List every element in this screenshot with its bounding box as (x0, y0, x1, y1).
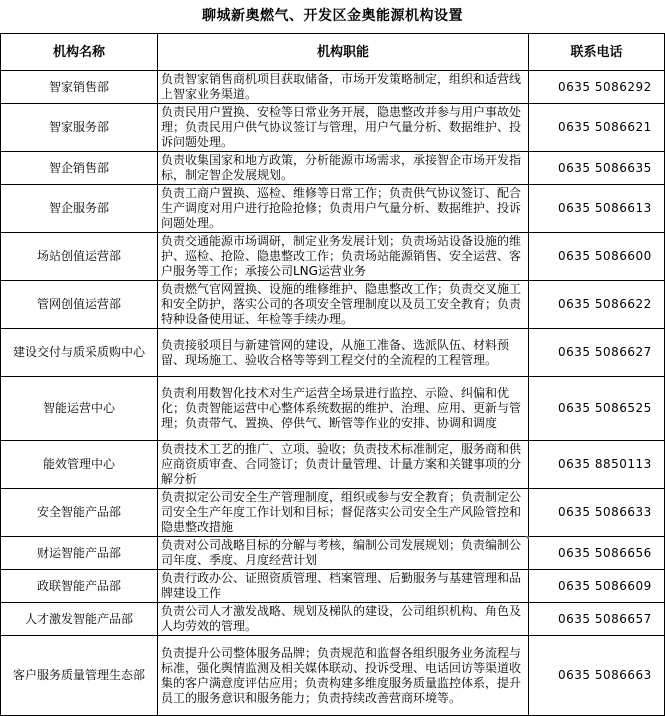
cell-phone[interactable]: 0635 5086657 (529, 603, 665, 636)
table-row (1, 185, 665, 233)
cell-phone[interactable]: 0635 5086656 (529, 537, 665, 570)
cell-phone[interactable]: 0635 5086622 (529, 281, 665, 329)
cell-phone[interactable]: 0635 5086635 (529, 152, 665, 185)
cell-phone[interactable]: 0635 5086627 (529, 329, 665, 377)
cell-name[interactable]: 管网创值运营部 (1, 281, 158, 329)
cell-duty[interactable]: 负责接驳项目与新建管网的建设，从施工准备、选派队伍、材料预留、现场施工、验收合格等等到工程交付的全流程的工程管理。 (158, 329, 529, 377)
cell-duty[interactable]: 负责拟定公司安全生产管理制度，组织或参与安全教育；负责制定公司安全生产年度工作计划和目标；督促落实公司安全生产风险管控和隐患整改措施 (158, 489, 529, 537)
table-row (1, 570, 665, 603)
table-row (1, 489, 665, 537)
cell-duty[interactable]: 负责提升公司整体服务品牌；负责规范和监督各组织服务业务流程与标准，强化舆情监测及相关媒体联动、投诉受理、电话回访等渠道收集的客户满意度评估应用；负责构建多维度服务质量监控体系，提升员工的服务意识和服务能力；负责持续改善营商环境等。 (158, 636, 529, 716)
cell-comment-marker (525, 536, 529, 540)
cell-duty[interactable]: 负责利用数智化技术对生产运营全场景进行监控、示险、纠偏和优化；负责智能运营中心整体系统数据的维护、治理、应用、更新与管理；负责带气、置换、停供气、断管等作业的安排、协调和调度 (158, 377, 529, 441)
org-table (0, 33, 665, 716)
cell-name[interactable]: 能效管理中心 (1, 441, 158, 489)
table-row (1, 281, 665, 329)
cell-duty[interactable]: 负责收集国家和地方政策，分析能源市场需求，承接智企市场开发指标，制定智企发展规划。 (158, 152, 529, 185)
cell-duty[interactable]: 负责技术工艺的推广、立项、验收；负责技术标准制定，服务商和供应商资质审查、合同签订；负责计量管理、计量方案和关键事项的分解分析 (158, 441, 529, 489)
cell-phone[interactable]: 0635 5086621 (529, 104, 665, 152)
cell-duty[interactable]: 负责行政办公、证照资质管理、档案管理、后勤服务与基建管理和品牌建设工作 (158, 570, 529, 603)
cell-phone[interactable]: 0635 8850113 (529, 441, 665, 489)
cell-name[interactable]: 智家销售部 (1, 71, 158, 104)
cell-duty[interactable]: 负责公司人才激发战略、规划及梯队的建设，公司组织机构、角色及人均劳效的管理。 (158, 603, 529, 636)
cell-duty[interactable]: 负责民用户置换、安检等日常业务开展，隐患整改并参与用户事故处理；负责民用户供气协议签订与管理，用户气量分析、数据维护、投诉问题处理。 (158, 104, 529, 152)
cell-name[interactable]: 智企服务部 (1, 185, 158, 233)
cell-name[interactable]: 财运智能产品部 (1, 537, 158, 570)
table-row (1, 104, 665, 152)
cell-name[interactable]: 人才激发智能产品部 (1, 603, 158, 636)
header-phone: 联系电话 (529, 34, 665, 71)
cell-duty[interactable]: 负责燃气官网置换、设施的维修维护、隐患整改工作；负责交叉施工和安全防护，落实公司的各项安全管理制度以及员工安全教育；负责特种设备使用证、年检等手续办理。 (158, 281, 529, 329)
table-row (1, 377, 665, 441)
cell-phone[interactable]: 0635 5086613 (529, 185, 665, 233)
cell-phone[interactable]: 0635 5086663 (529, 636, 665, 716)
cell-phone[interactable]: 0635 5086609 (529, 570, 665, 603)
cell-phone[interactable]: 0635 5086292 (529, 71, 665, 104)
cell-name[interactable]: 安全智能产品部 (1, 489, 158, 537)
cell-duty[interactable]: 负责工商户置换、巡检、维修等日常工作；负责供气协议签订、配合生产调度对用户进行抢险抢修；负责用户气量分析、数据维护、投诉问题处理。 (158, 185, 529, 233)
table-row (1, 233, 665, 281)
table-row (1, 152, 665, 185)
cell-name[interactable]: 场站创值运营部 (1, 233, 158, 281)
table-row (1, 603, 665, 636)
cell-name[interactable]: 政联智能产品部 (1, 570, 158, 603)
table-row (1, 537, 665, 570)
header-duty: 机构职能 (158, 34, 529, 71)
cell-name[interactable]: 智企销售部 (1, 152, 158, 185)
cell-phone[interactable]: 0635 5086600 (529, 233, 665, 281)
sheet-title: 聊城新奥燃气、开发区金奥能源机构设置 (202, 8, 463, 24)
header-row (1, 34, 665, 71)
table-row (1, 71, 665, 104)
cell-name[interactable]: 客户服务质量管理生态部 (1, 636, 158, 716)
cell-phone[interactable]: 0635 5086525 (529, 377, 665, 441)
header-name: 机构名称 (1, 34, 158, 71)
table-row (1, 441, 665, 489)
cell-name[interactable]: 智家服务部 (1, 104, 158, 152)
cell-duty[interactable]: 负责智家销售商机项目获取储备，市场开发策略制定，组织和适营线上智家业务渠道。 (158, 71, 529, 104)
cell-name[interactable]: 智能运营中心 (1, 377, 158, 441)
cell-phone[interactable]: 0635 5086633 (529, 489, 665, 537)
cell-duty[interactable]: 负责交通能源市场调研，制定业务发展计划；负责场站设备设施的维护、巡检、抢险、隐患整改工作；负责场站能源销售、安全运营、客户服务等工作；承接公司LNG运营业务 (158, 233, 529, 281)
cell-duty[interactable]: 负责对公司战略目标的分解与考核，编制公司发展规划；负责编制公司年度、季度、月度经营计划 (158, 537, 529, 570)
cell-name[interactable]: 建设交付与质采质购中心 (1, 329, 158, 377)
table-row (1, 636, 665, 716)
table-row (1, 329, 665, 377)
